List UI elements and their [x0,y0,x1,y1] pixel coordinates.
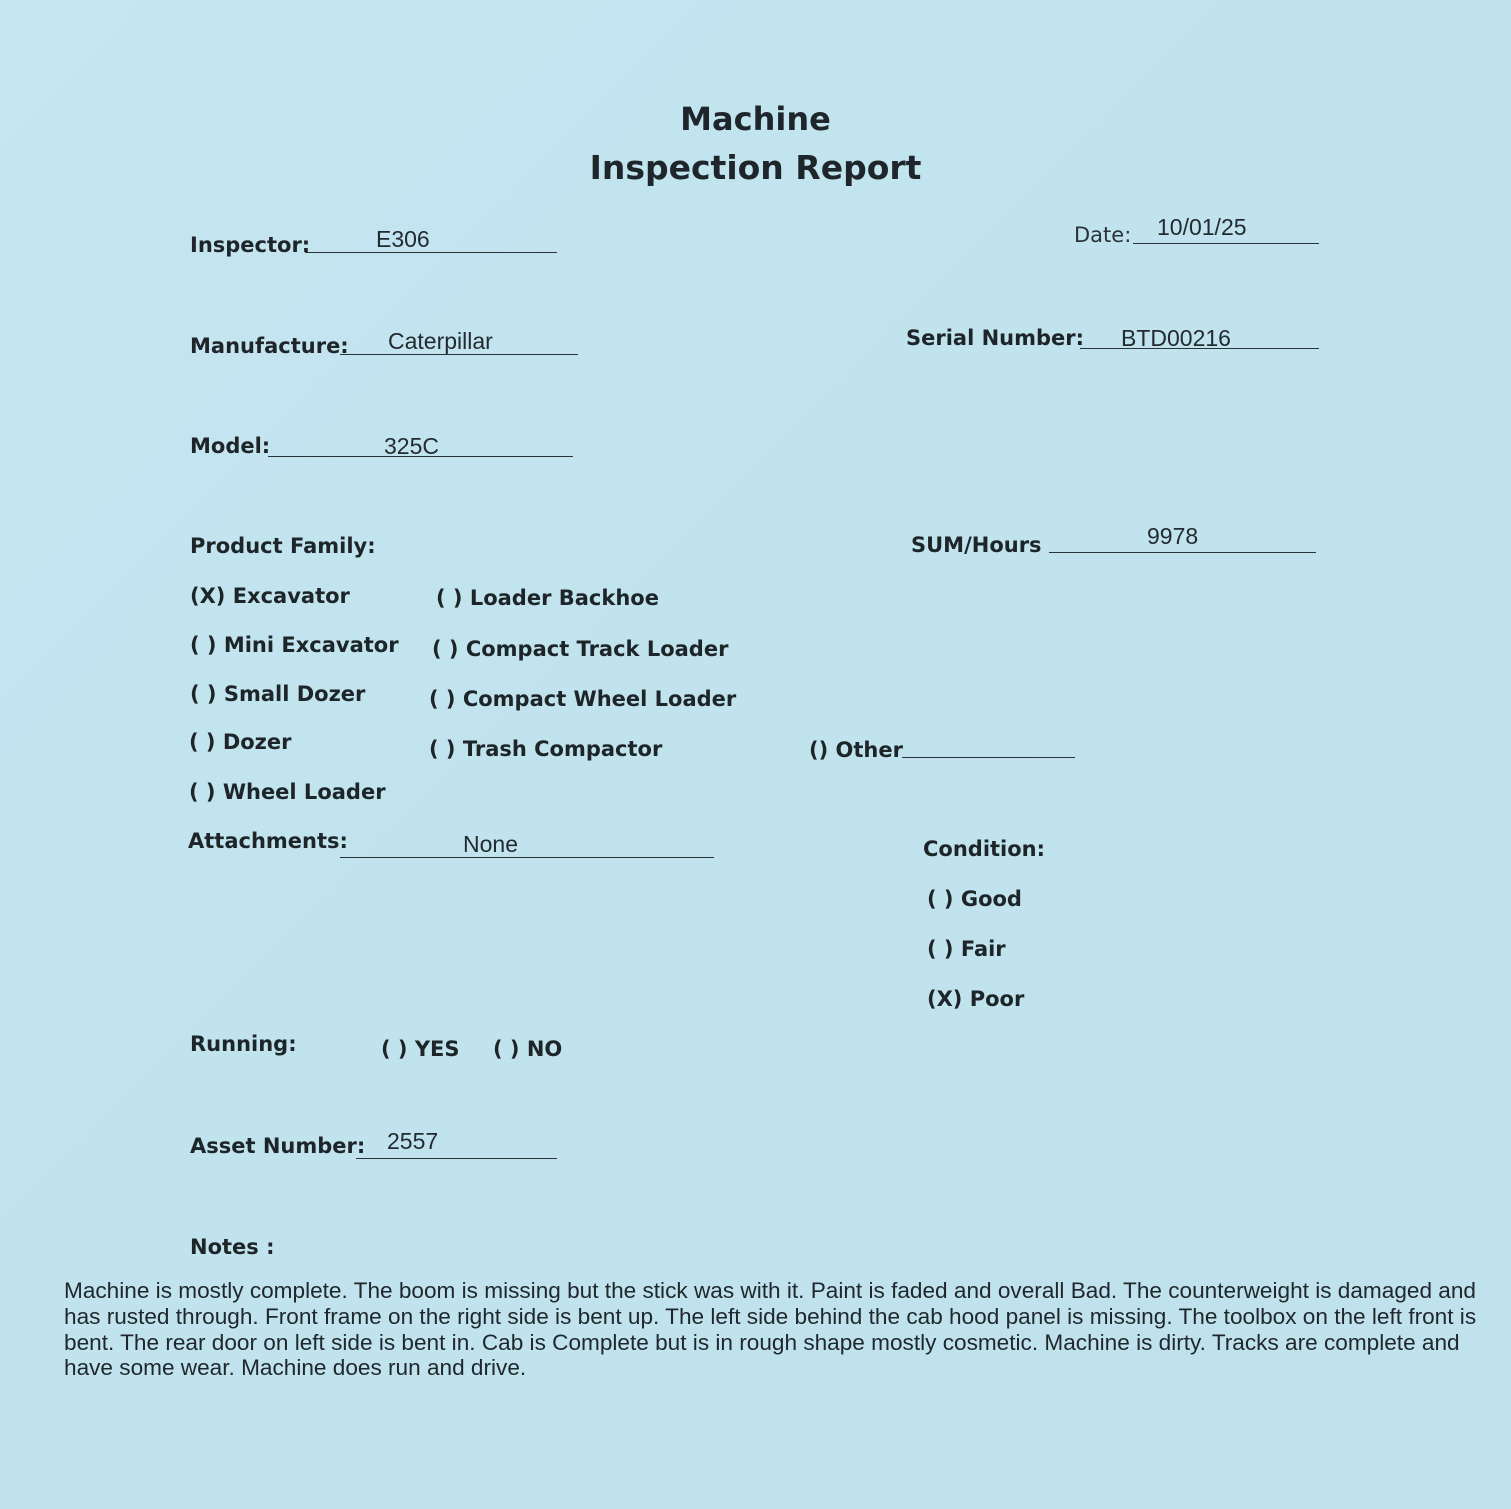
option-label: Small Dozer [223,682,366,706]
checkbox-mark: ( ) [927,937,954,961]
report-title-line2: Inspection Report [589,148,922,187]
option-label: Dozer [222,730,292,754]
option-label: Compact Track Loader [465,637,729,661]
checkbox-mark: ( ) [432,637,459,661]
option-excavator[interactable] [190,584,350,608]
option-compact-track-loader[interactable] [432,637,728,661]
option-label: YES [414,1037,460,1061]
checkbox-mark: (X) [190,584,226,608]
checkbox-mark: ( ) [190,633,217,657]
sum-hours-label: SUM/Hours [911,533,1042,557]
inspector-underline [305,252,557,253]
serial-number-label: Serial Number: [906,326,1085,350]
option-label: Fair [960,937,1006,961]
option-mini-excavator[interactable] [190,633,399,657]
asset-number-value: 2557 [387,1128,439,1154]
product-family-label: Product Family: [190,534,376,558]
attachments-underline [340,857,714,858]
option-wheel-loader[interactable] [189,780,386,804]
attachments-value: None [463,831,518,857]
attachments-label: Attachments: [188,829,348,853]
option-trash-compactor[interactable] [429,737,662,761]
checkbox-mark: ( ) [436,586,463,610]
condition-good[interactable] [927,887,1022,911]
notes-text: Machine is mostly complete. The boom is missing but the stick was with it. Paint is faded and overall Bad. The counterweight is damaged and has rusted through. Front frame on the right side is bent up. The left side behind the cab hood panel is missing. The toolbox on the left front is bent. The rear door on left side is bent in. Cab is Complete but is in rough shape mostly cosmetic. Machine is dirty. Tracks are complete and have some wear. Machine does run and drive. [64,1278,1477,1381]
option-label: NO [526,1037,563,1061]
model-value: 325C [384,433,439,459]
date-value: 10/01/25 [1157,214,1247,240]
manufacture-value: Caterpillar [388,328,493,354]
option-label: Mini Excavator [223,633,399,657]
option-label: Other [835,738,903,762]
checkbox-mark: (X) [927,987,963,1011]
option-label: Loader Backhoe [469,586,659,610]
option-dozer[interactable] [189,730,292,754]
checkbox-mark: ( ) [493,1037,520,1061]
checkbox-mark: ( ) [189,780,216,804]
option-label: Wheel Loader [222,780,386,804]
option-label: Poor [969,987,1025,1011]
checkbox-mark: ( ) [429,687,456,711]
sum-hours-underline [1049,552,1316,553]
serial-number-value: BTD00216 [1121,325,1231,351]
running-no[interactable] [493,1037,562,1061]
option-label: Compact Wheel Loader [462,687,737,711]
condition-fair[interactable] [927,937,1006,961]
asset-number-label: Asset Number: [190,1134,366,1158]
condition-label: Condition: [923,837,1046,861]
option-small-dozer[interactable] [190,682,365,706]
model-label: Model: [190,434,271,458]
report-title-line1: Machine [680,100,831,138]
running-yes[interactable] [381,1037,460,1061]
option-label: Trash Compactor [462,737,663,761]
manufacture-label: Manufacture: [190,334,349,358]
option-loader-backhoe[interactable] [436,586,659,610]
condition-poor[interactable] [927,987,1024,1011]
checkbox-mark: ( ) [927,887,954,911]
notes-label: Notes : [190,1235,275,1259]
running-label: Running: [190,1032,297,1056]
inspector-value: E306 [376,226,430,252]
asset-number-underline [356,1158,557,1159]
option-compact-wheel-loader[interactable] [429,687,736,711]
checkbox-mark: ( ) [190,682,217,706]
inspector-label: Inspector: [190,233,311,257]
other-underline [902,757,1075,758]
checkbox-mark: ( ) [429,737,456,761]
sum-hours-value: 9978 [1147,523,1199,549]
option-label: Excavator [232,584,350,608]
checkbox-mark: ( ) [189,730,216,754]
option-other[interactable] [809,738,903,762]
date-underline [1133,243,1319,244]
checkbox-mark: ( ) [381,1037,408,1061]
option-label: Good [960,887,1022,911]
date-label: Date: [1074,223,1132,247]
checkbox-mark: () [809,738,829,762]
